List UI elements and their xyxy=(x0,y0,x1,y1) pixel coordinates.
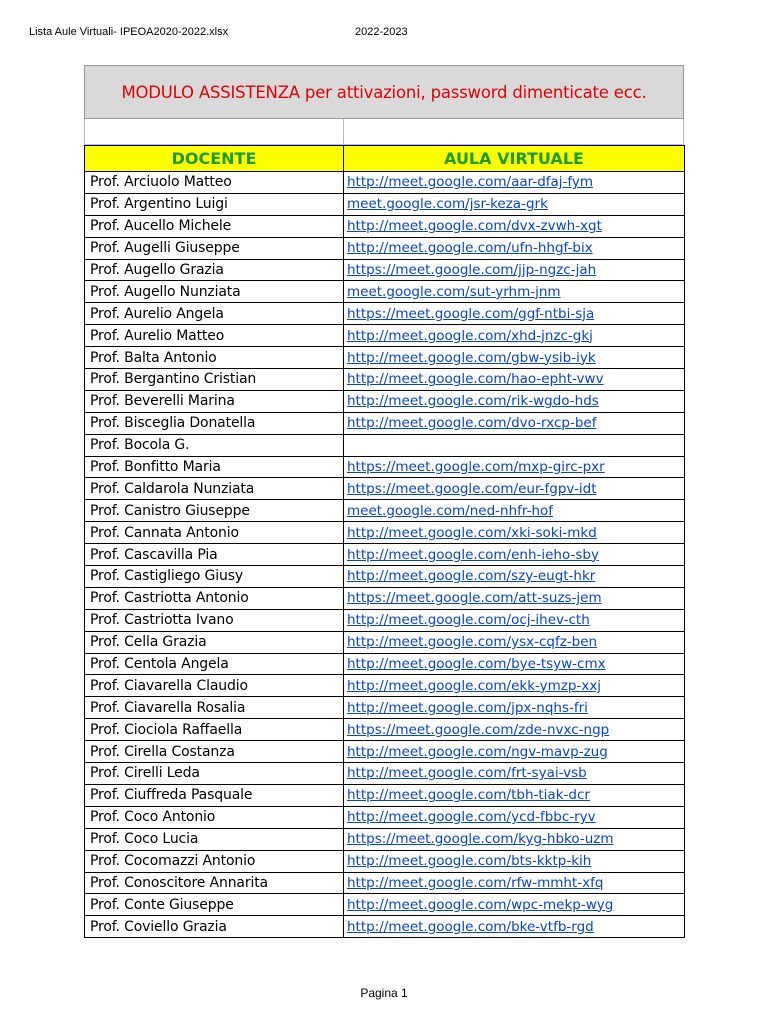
virtual-classroom-link[interactable]: http://meet.google.com/hao-epht-vwv xyxy=(344,369,685,391)
blank-row xyxy=(84,119,684,145)
virtual-classroom-link[interactable]: https://meet.google.com/zde-nvxc-ngp xyxy=(344,719,685,741)
table-row xyxy=(85,369,685,391)
virtual-classroom-link[interactable]: http://meet.google.com/bye-tsyw-cmx xyxy=(344,653,685,675)
table-header-row xyxy=(85,146,685,172)
sheet-title: MODULO ASSISTENZA per attivazioni, password dimenticate ecc. xyxy=(84,65,684,119)
table-row xyxy=(85,675,685,697)
teachers-table xyxy=(84,145,685,938)
virtual-classroom-link[interactable]: http://meet.google.com/gbw-ysib-iyk xyxy=(344,347,685,369)
virtual-classroom-link[interactable]: https://meet.google.com/ggf-ntbi-sja xyxy=(344,303,685,325)
table-row xyxy=(85,566,685,588)
teacher-name-cell: Prof. Bisceglia Donatella xyxy=(85,412,344,434)
page-number: Pagina 1 xyxy=(360,986,408,1000)
table-row xyxy=(85,697,685,719)
table-row xyxy=(85,478,685,500)
teacher-name-cell: Prof. Caldarola Nunziata xyxy=(85,478,344,500)
table-row xyxy=(85,193,685,215)
school-year: 2022-2023 xyxy=(355,26,408,38)
table-row xyxy=(85,806,685,828)
table-row xyxy=(85,872,685,894)
teacher-name-cell: Prof. Ciavarella Claudio xyxy=(85,675,344,697)
teacher-name-cell: Prof. Conoscitore Annarita xyxy=(85,872,344,894)
virtual-classroom-link[interactable]: https://meet.google.com/eur-fgpv-idt xyxy=(344,478,685,500)
table-row xyxy=(85,763,685,785)
virtual-classroom-link[interactable]: https://meet.google.com/att-suzs-jem xyxy=(344,587,685,609)
virtual-classroom-link[interactable]: http://meet.google.com/ngv-mavp-zug xyxy=(344,741,685,763)
virtual-classroom-link[interactable]: http://meet.google.com/bke-vtfb-rgd xyxy=(344,916,685,938)
table-row xyxy=(85,281,685,303)
table-body xyxy=(85,172,685,938)
table-row xyxy=(85,587,685,609)
virtual-classroom-link[interactable]: meet.google.com/sut-yrhm-jnm xyxy=(344,281,685,303)
virtual-classroom-link[interactable]: http://meet.google.com/frt-syai-vsb xyxy=(344,763,685,785)
virtual-classroom-link[interactable]: http://meet.google.com/jpx-nqhs-fri xyxy=(344,697,685,719)
teacher-name-cell: Prof. Argentino Luigi xyxy=(85,193,344,215)
teacher-name-cell: Prof. Centola Angela xyxy=(85,653,344,675)
spreadsheet xyxy=(84,65,684,938)
teacher-name-cell: Prof. Ciavarella Rosalia xyxy=(85,697,344,719)
virtual-classroom-link[interactable]: http://meet.google.com/dvx-zvwh-xgt xyxy=(344,215,685,237)
virtual-classroom-link[interactable]: http://meet.google.com/ocj-ihev-cth xyxy=(344,609,685,631)
virtual-classroom-link[interactable]: meet.google.com/ned-nhfr-hof xyxy=(344,500,685,522)
virtual-classroom-link[interactable]: http://meet.google.com/ekk-ymzp-xxj xyxy=(344,675,685,697)
virtual-classroom-link[interactable]: http://meet.google.com/rik-wgdo-hds xyxy=(344,390,685,412)
teacher-name-cell: Prof. Augello Grazia xyxy=(85,259,344,281)
table-row xyxy=(85,259,685,281)
teacher-name-cell: Prof. Aurelio Angela xyxy=(85,303,344,325)
teacher-name-cell: Prof. Augelli Giuseppe xyxy=(85,237,344,259)
virtual-classroom-link[interactable]: http://meet.google.com/xhd-jnzc-gkj xyxy=(344,325,685,347)
teacher-name-cell: Prof. Coviello Grazia xyxy=(85,916,344,938)
table-row xyxy=(85,544,685,566)
table-row xyxy=(85,434,685,456)
table-row xyxy=(85,325,685,347)
teacher-name-cell: Prof. Cannata Antonio xyxy=(85,522,344,544)
teacher-name-cell: Prof. Coco Antonio xyxy=(85,806,344,828)
table-row xyxy=(85,719,685,741)
virtual-classroom-link[interactable]: https://meet.google.com/kyg-hbko-uzm xyxy=(344,828,685,850)
teacher-name-cell: Prof. Cirella Costanza xyxy=(85,741,344,763)
table-row xyxy=(85,741,685,763)
blank-cell xyxy=(344,119,684,145)
table-row xyxy=(85,390,685,412)
table-row xyxy=(85,631,685,653)
virtual-classroom-link[interactable]: http://meet.google.com/ycd-fbbc-ryv xyxy=(344,806,685,828)
virtual-classroom-link[interactable]: http://meet.google.com/tbh-tiak-dcr xyxy=(344,784,685,806)
teacher-name-cell: Prof. Aucello Michele xyxy=(85,215,344,237)
virtual-classroom-link[interactable]: http://meet.google.com/xki-soki-mkd xyxy=(344,522,685,544)
table-row xyxy=(85,215,685,237)
table-row xyxy=(85,828,685,850)
virtual-classroom-link[interactable]: https://meet.google.com/jjp-ngzc-jah xyxy=(344,259,685,281)
teacher-name-cell: Prof. Beverelli Marina xyxy=(85,390,344,412)
table-row xyxy=(85,237,685,259)
teacher-name-cell: Prof. Cella Grazia xyxy=(85,631,344,653)
virtual-classroom-link[interactable]: http://meet.google.com/bts-kktp-kih xyxy=(344,850,685,872)
table-row xyxy=(85,303,685,325)
teacher-name-cell: Prof. Balta Antonio xyxy=(85,347,344,369)
file-name: Lista Aule Virtuali- IPEOA2020-2022.xlsx xyxy=(29,26,229,38)
virtual-classroom-link[interactable]: http://meet.google.com/szy-eugt-hkr xyxy=(344,566,685,588)
virtual-classroom-link[interactable]: http://meet.google.com/ysx-cqfz-ben xyxy=(344,631,685,653)
column-header-aula-virtuale: AULA VIRTUALE xyxy=(344,146,685,172)
table-row xyxy=(85,609,685,631)
virtual-classroom-link[interactable]: http://meet.google.com/enh-ieho-sby xyxy=(344,544,685,566)
virtual-classroom-link[interactable]: meet.google.com/jsr-keza-grk xyxy=(344,193,685,215)
teacher-name-cell: Prof. Cirelli Leda xyxy=(85,763,344,785)
virtual-classroom-link[interactable]: http://meet.google.com/dvo-rxcp-bef xyxy=(344,412,685,434)
table-row xyxy=(85,522,685,544)
virtual-classroom-link[interactable]: http://meet.google.com/wpc-mekp-wyg xyxy=(344,894,685,916)
teacher-name-cell: Prof. Arciuolo Matteo xyxy=(85,172,344,194)
table-row xyxy=(85,456,685,478)
teacher-name-cell: Prof. Canistro Giuseppe xyxy=(85,500,344,522)
virtual-classroom-link[interactable]: http://meet.google.com/aar-dfaj-fym xyxy=(344,172,685,194)
teacher-name-cell: Prof. Conte Giuseppe xyxy=(85,894,344,916)
teacher-name-cell: Prof. Coco Lucia xyxy=(85,828,344,850)
table-row xyxy=(85,172,685,194)
table-row xyxy=(85,850,685,872)
teacher-name-cell: Prof. Cocomazzi Antonio xyxy=(85,850,344,872)
table-row xyxy=(85,500,685,522)
teacher-name-cell: Prof. Castriotta Ivano xyxy=(85,609,344,631)
table-row xyxy=(85,894,685,916)
column-header-docente: DOCENTE xyxy=(85,146,344,172)
table-row xyxy=(85,412,685,434)
virtual-classroom-link[interactable]: http://meet.google.com/rfw-mmht-xfq xyxy=(344,872,685,894)
teacher-name-cell: Prof. Bonfitto Maria xyxy=(85,456,344,478)
teacher-name-cell: Prof. Augello Nunziata xyxy=(85,281,344,303)
virtual-classroom-link[interactable]: https://meet.google.com/mxp-girc-pxr xyxy=(344,456,685,478)
teacher-name-cell: Prof. Bergantino Cristian xyxy=(85,369,344,391)
table-row xyxy=(85,916,685,938)
table-row xyxy=(85,784,685,806)
teacher-name-cell: Prof. Cascavilla Pia xyxy=(85,544,344,566)
virtual-classroom-link xyxy=(344,434,685,456)
table-row xyxy=(85,653,685,675)
table-row xyxy=(85,347,685,369)
teacher-name-cell: Prof. Castriotta Antonio xyxy=(85,587,344,609)
teacher-name-cell: Prof. Castigliego Giusy xyxy=(85,566,344,588)
teacher-name-cell: Prof. Aurelio Matteo xyxy=(85,325,344,347)
teacher-name-cell: Prof. Ciociola Raffaella xyxy=(85,719,344,741)
virtual-classroom-link[interactable]: http://meet.google.com/ufn-hhgf-bix xyxy=(344,237,685,259)
blank-cell xyxy=(84,119,344,145)
teacher-name-cell: Prof. Ciuffreda Pasquale xyxy=(85,784,344,806)
teacher-name-cell: Prof. Bocola G. xyxy=(85,434,344,456)
